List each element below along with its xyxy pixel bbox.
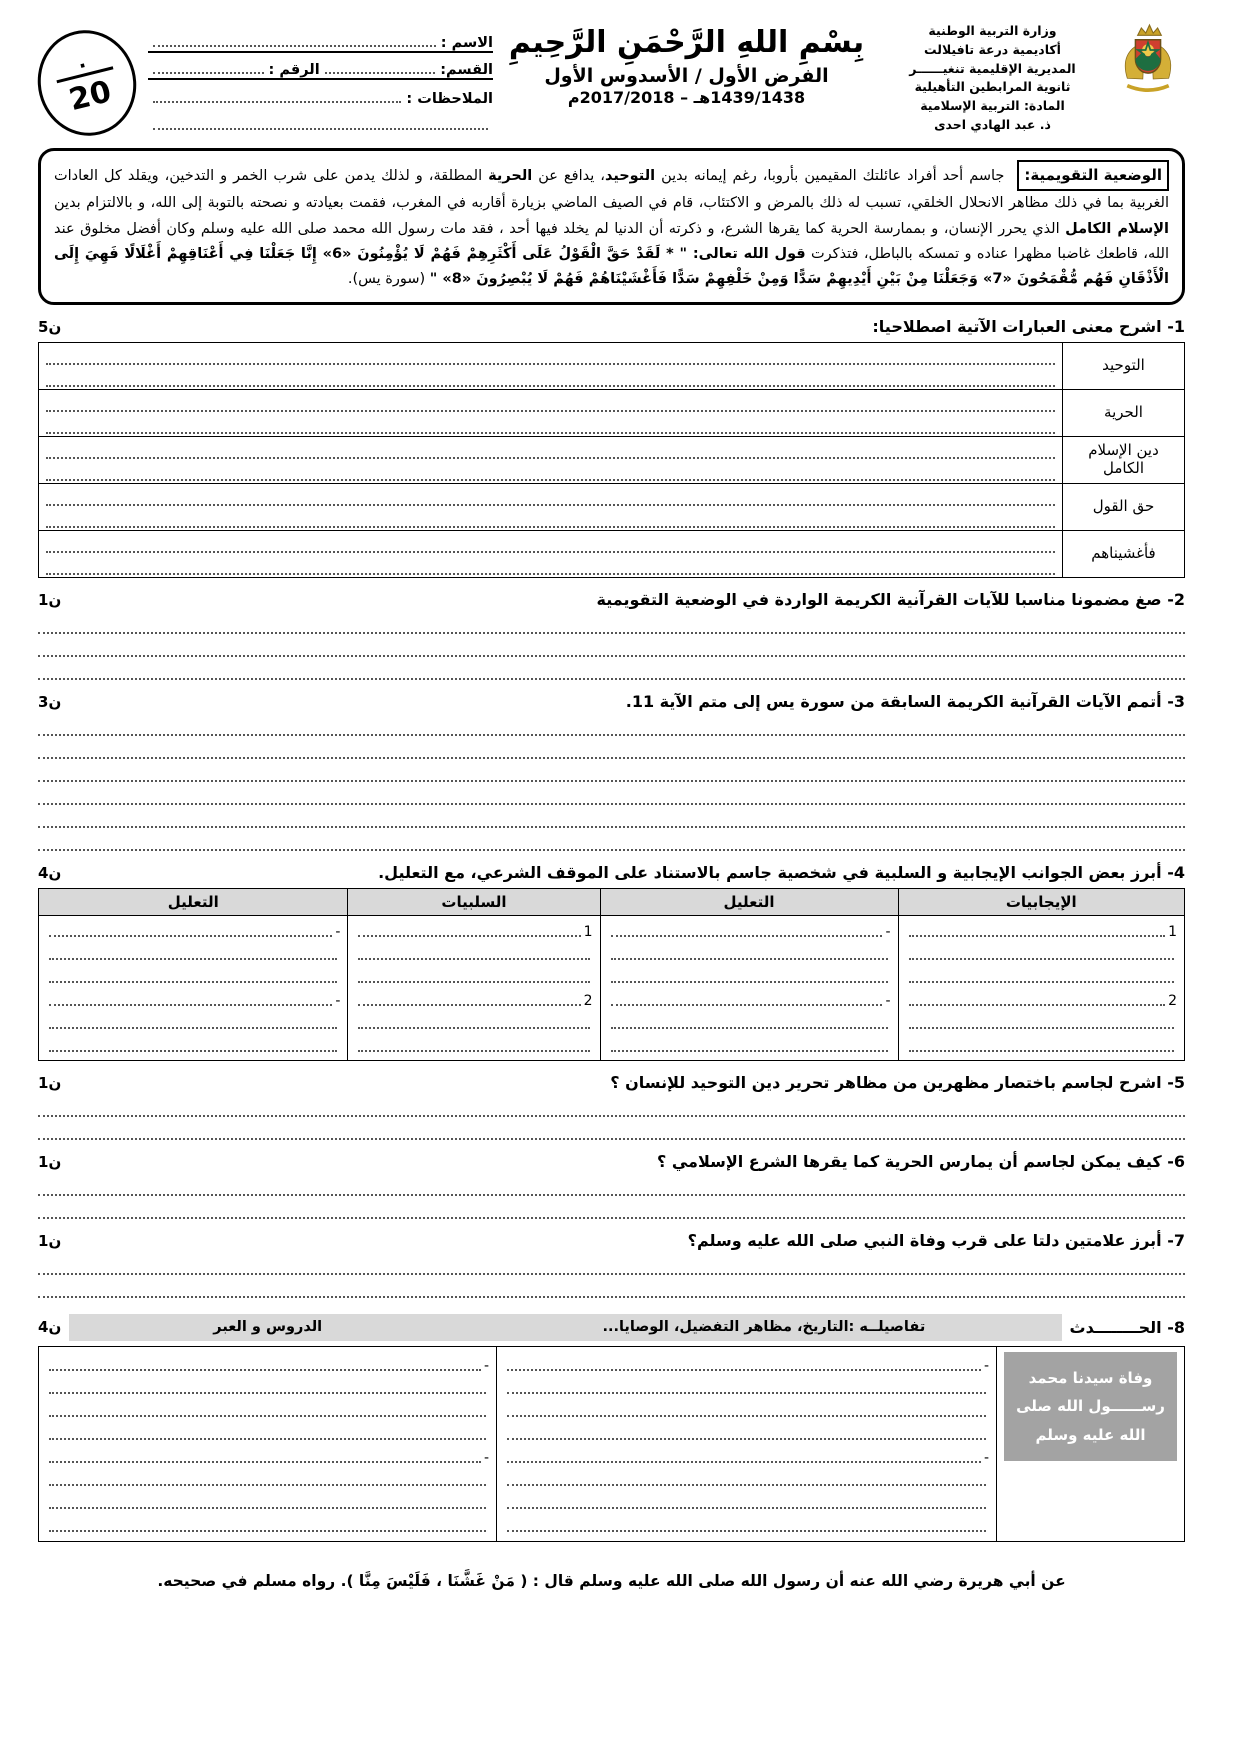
dotted-fill: [507, 1522, 986, 1532]
student-info-block: [148, 22, 493, 134]
answer-line: [504, 1490, 989, 1513]
name-write-line: [153, 37, 436, 47]
definitions-table: [38, 342, 1185, 578]
question-2-points: 1ن: [38, 590, 62, 609]
number-label: الرقم :: [268, 62, 320, 78]
dotted-fill: [611, 973, 888, 983]
answer-line: [46, 1375, 489, 1398]
answer-line: [46, 941, 340, 964]
ministry-line: أكاديمية درعة تافيلالت: [924, 41, 1061, 57]
line-marker: -: [983, 1449, 989, 1466]
dotted-fill: [49, 1522, 486, 1532]
text-segment: جاسم أحد أفراد عائلتك المقيمين بأروبا، رغم إيمانه بدين: [655, 168, 1005, 184]
dotted-fill: [611, 927, 883, 937]
answer-cell: [39, 530, 1063, 577]
dotted-fill: [611, 1019, 888, 1029]
question-4-points: 4ن: [38, 863, 62, 882]
answer-line: [504, 1375, 989, 1398]
answer-line: [46, 1421, 489, 1444]
answer-line: [504, 1421, 989, 1444]
term-cell: حق القول: [1063, 483, 1185, 530]
answer-line: [504, 1513, 989, 1536]
dotted-fill: [49, 1453, 481, 1463]
details-header: تفاصيلــه :التاريخ، مظاهر التفضيل، الوصايا...: [602, 1319, 926, 1336]
answer-cell: [39, 342, 1063, 389]
situation-paragraph: [54, 160, 1169, 293]
answer-line: [38, 736, 1185, 759]
answer-line: [38, 1252, 1185, 1275]
column-header-pros: الإيجابيات: [898, 888, 1185, 915]
dotted-fill: [49, 996, 332, 1006]
term-cell: الحرية: [1063, 389, 1185, 436]
dotted-fill: [49, 1476, 486, 1486]
number-write-line: [153, 64, 264, 74]
lessons-cell: [39, 1346, 497, 1541]
dotted-fill: [358, 927, 580, 937]
table-row: [39, 389, 1185, 436]
question-7-answer-lines: [38, 1252, 1185, 1298]
answer-line: [504, 1444, 989, 1467]
table-header-row: [39, 888, 1185, 915]
dotted-fill: [909, 1042, 1175, 1052]
answer-line: [46, 437, 1055, 459]
column-header-reason-1: التعليل: [600, 888, 898, 915]
ministry-line: ثانوية المرابطين التأهيلية: [914, 79, 1071, 95]
question-6-head: [38, 1152, 1185, 1171]
line-marker: 2: [1168, 992, 1177, 1009]
notes-write-line-2: [153, 120, 488, 130]
answer-line: [46, 1352, 489, 1375]
ministry-text: [880, 22, 1105, 135]
dotted-fill: [49, 1384, 486, 1394]
answer-line: [38, 713, 1185, 736]
notes-row: [148, 80, 493, 107]
answer-line: [504, 1352, 989, 1375]
answer-line: [504, 1467, 989, 1490]
answer-line: [46, 459, 1055, 481]
question-6-title: 6- كيف يمكن لجاسم أن يمارس الحرية كما يقرها الشرع الإسلامي ؟: [657, 1151, 1185, 1171]
text-segment: (سورة يس).: [347, 271, 430, 288]
dotted-fill: [611, 996, 883, 1006]
answer-line: [906, 941, 1178, 964]
question-1-title: 1- اشرح معنى العبارات الآتية اصطلاحيا:: [872, 316, 1185, 336]
dotted-fill: [507, 1476, 986, 1486]
question-5-points: 1ن: [38, 1073, 62, 1092]
answer-line: [355, 964, 592, 987]
situation-title: الوضعية التقويمية:: [1017, 160, 1169, 191]
question-8-header-bar: [69, 1314, 1061, 1341]
line-marker: -: [335, 992, 341, 1009]
text-segment: الإسلام الكامل: [1065, 220, 1169, 237]
answer-line: [46, 1467, 489, 1490]
answer-line: [504, 1398, 989, 1421]
term-cell: التوحيد: [1063, 342, 1185, 389]
answer-line: [906, 1010, 1178, 1033]
text-segment: التوحيد: [604, 168, 656, 184]
answer-line: [46, 918, 340, 941]
question-7-points: 1ن: [38, 1231, 62, 1250]
reason-2-cell: [39, 915, 348, 1060]
dotted-fill: [49, 1430, 486, 1440]
line-marker: -: [483, 1449, 489, 1466]
dotted-fill: [507, 1407, 986, 1417]
notes-write-line: [153, 93, 401, 103]
answer-line: [46, 1444, 489, 1467]
dotted-fill: [358, 1019, 589, 1029]
table-row: [39, 530, 1185, 577]
school-year: 1439/1438هـ – 2017/2018م: [567, 87, 806, 107]
line-marker: 1: [583, 923, 593, 940]
answer-line: [608, 987, 891, 1010]
dotted-fill: [49, 1361, 481, 1371]
question-5: [38, 1073, 1185, 1140]
pros-cell: [898, 915, 1185, 1060]
answer-line: [38, 634, 1185, 657]
text-segment: " * لَقَدْ حَقَّ الْقَوْلُ عَلَى أَكْثَرِهِمْ فَهُمْ لَا يُؤْمِنُونَ «6» إِنَّا جَعَلْنَا فِي أَعْنَاقِهِمْ أَغْلَالًا فَهِيَ إِلَى الْأَذْقَانِ فَهُم مُّقْمَحُونَ «7» وَجَعَلْنَا مِنْ بَيْنِ أَيْدِيهِمْ سَدًّا وَمِنْ خَلْفِهِمْ سَدًّا فَأَغْشَيْنَاهُمْ فَهُمْ لَا يُبْصِرُونَ «8» ": [54, 246, 1169, 288]
answer-line: [906, 964, 1178, 987]
text-segment: الذي يحرر الإنسان، و بممارسة الحرية كما يقرها الشرع، و ذكرته أن الدنيا لم يخلد فيها أحد ، فقد مات رسول الله محمد صلى الله عليه وسلم وكان أفضل مخلوق عند الله، قاطعك غاضبا مظهرا عناده و تمسكه بالباطل، فتذكرت: [54, 220, 1169, 262]
answer-line: [38, 611, 1185, 634]
answer-line: [38, 1117, 1185, 1140]
line-marker: -: [335, 923, 341, 940]
ministry-line: المادة: التربية الإسلامية: [920, 98, 1065, 113]
question-7-head: [38, 1231, 1185, 1250]
answer-line: [38, 1094, 1185, 1117]
dotted-fill: [49, 950, 337, 960]
answer-line: [608, 918, 891, 941]
line-marker: 1: [1168, 923, 1177, 940]
dotted-fill: [358, 1042, 589, 1052]
line-marker: -: [483, 1357, 489, 1374]
exam-title-block: [505, 22, 868, 107]
question-3-title: 3- أتمم الآيات القرآنية الكريمة السابقة من سورة يس إلى متم الآية 11.: [625, 691, 1185, 711]
answer-cell: [39, 483, 1063, 530]
answer-line: [38, 828, 1185, 851]
event-cell: [997, 1346, 1185, 1541]
question-2-title: 2- صغ مضمونا مناسبا للآيات القرآنية الكريمة الواردة في الوضعية التقويمية: [596, 589, 1185, 609]
answer-line: [46, 987, 340, 1010]
answer-lines: [504, 1352, 989, 1536]
answer-cell: [39, 389, 1063, 436]
dotted-fill: [909, 927, 1166, 937]
answer-line: [38, 1196, 1185, 1219]
answer-line: [46, 506, 1055, 528]
term-cell: دين الإسلام الكامل: [1063, 436, 1185, 483]
dotted-fill: [507, 1384, 986, 1394]
name-label: الاسم :: [440, 35, 493, 51]
ministry-line: وزارة التربية الوطنية: [928, 23, 1057, 38]
column-header-cons: السلبيات: [348, 888, 600, 915]
column-header-reason-2: التعليل: [39, 888, 348, 915]
answer-line: [355, 1010, 592, 1033]
question-4-head: [38, 863, 1185, 882]
answer-line: [46, 365, 1055, 387]
dotted-fill: [611, 1042, 888, 1052]
term-cell: فأغشيناهم: [1063, 530, 1185, 577]
answer-line: [46, 531, 1055, 553]
event-label: وفاة سيدنا محمد رســــــول الله صلى الله عليه وسلم: [1004, 1352, 1177, 1462]
question-5-head: [38, 1073, 1185, 1092]
question-5-title: 5- اشرح لجاسم باختصار مظهرين من مظاهر تحرير دين التوحيد للإنسان ؟: [610, 1072, 1185, 1092]
answer-line: [46, 343, 1055, 365]
table-row: [39, 1346, 1185, 1541]
dotted-fill: [49, 1407, 486, 1417]
dotted-fill: [49, 973, 337, 983]
notes-row-2: [148, 107, 493, 134]
question-6: [38, 1152, 1185, 1219]
answer-line: [38, 1275, 1185, 1298]
dotted-fill: [507, 1453, 981, 1463]
answer-line: [906, 1033, 1178, 1056]
answer-line: [46, 1513, 489, 1536]
answer-cell: [39, 436, 1063, 483]
text-segment: قول الله تعالى:: [692, 246, 806, 262]
answer-line: [608, 1033, 891, 1056]
answer-line: [46, 1010, 340, 1033]
answer-line: [355, 987, 592, 1010]
ministry-block: [880, 22, 1185, 135]
answer-line: [608, 941, 891, 964]
dotted-fill: [909, 1019, 1175, 1029]
event-table: [38, 1346, 1185, 1542]
dotted-fill: [507, 1361, 981, 1371]
text-segment: ، يدافع عن: [532, 168, 605, 184]
dotted-fill: [909, 950, 1175, 960]
table-row: [39, 436, 1185, 483]
question-2: [38, 590, 1185, 680]
pros-cons-table: [38, 888, 1185, 1061]
reason-1-cell: [600, 915, 898, 1060]
answer-line: [46, 1398, 489, 1421]
answer-line: [38, 805, 1185, 828]
answer-line: [46, 484, 1055, 506]
dotted-fill: [49, 927, 332, 937]
dotted-fill: [358, 996, 580, 1006]
answer-line: [46, 553, 1055, 575]
answer-lines: [46, 1352, 489, 1536]
answer-line: [38, 1173, 1185, 1196]
question-3: [38, 692, 1185, 851]
answer-line: [46, 412, 1055, 434]
exam-title: الفرض الأول / الأسدوس الأول: [544, 64, 829, 87]
dotted-fill: [909, 996, 1166, 1006]
ministry-line: المديرية الإقليمية تنغيــــــر: [909, 60, 1076, 76]
line-marker: -: [983, 1357, 989, 1374]
line-marker: -: [885, 992, 891, 1009]
question-5-answer-lines: [38, 1094, 1185, 1140]
situation-text: [54, 168, 1169, 287]
dotted-fill: [49, 1499, 486, 1509]
answer-line: [38, 657, 1185, 680]
lessons-header: الدروس و العبر: [213, 1319, 323, 1336]
text-segment: الحرية: [488, 168, 533, 184]
question-2-head: [38, 590, 1185, 609]
answer-line: [608, 964, 891, 987]
line-marker: 2: [583, 992, 593, 1009]
question-4: [38, 863, 1185, 1061]
answer-lines: [906, 918, 1178, 1056]
table-row: [39, 342, 1185, 389]
answer-line: [38, 782, 1185, 805]
question-1-points: 5ن: [38, 317, 62, 336]
question-8-points: 4ن: [38, 1318, 62, 1337]
question-4-title: 4- أبرز بعض الجوانب الإيجابية و السلبية في شخصية جاسم بالاستناد على الموقف الشرعي، مع التعليل.: [378, 862, 1185, 882]
page-header: [38, 22, 1185, 136]
answer-line: [46, 390, 1055, 412]
question-7-title: 7- أبرز علامتين دلتا على قرب وفاة النبي صلى الله عليه وسلم؟: [687, 1230, 1185, 1250]
class-number-row: [148, 53, 493, 80]
dotted-fill: [358, 973, 589, 983]
dotted-fill: [909, 973, 1175, 983]
answer-line: [46, 1033, 340, 1056]
answer-line: [46, 964, 340, 987]
dotted-fill: [358, 950, 589, 960]
answer-lines: [46, 918, 340, 1056]
question-1: [38, 317, 1185, 578]
answer-line: [38, 759, 1185, 782]
morocco-coat-of-arms-icon: [1111, 22, 1185, 102]
class-label: القسم:: [440, 62, 493, 78]
table-row: [39, 483, 1185, 530]
question-1-head: [38, 317, 1185, 336]
notes-label: الملاحظات :: [406, 91, 493, 107]
score-total: 20: [65, 73, 115, 118]
dotted-fill: [507, 1499, 986, 1509]
table-body-row: [39, 915, 1185, 1060]
question-6-answer-lines: [38, 1173, 1185, 1219]
answer-line: [608, 1010, 891, 1033]
answer-line: [355, 1033, 592, 1056]
question-8-head: [38, 1314, 1185, 1341]
ministry-line: ذ. عبد الهادي احدى: [934, 116, 1051, 132]
answer-line: [355, 918, 592, 941]
answer-line: [46, 1490, 489, 1513]
question-7: [38, 1231, 1185, 1298]
answer-line: [355, 941, 592, 964]
basmala-calligraphy: بِسْمِ اللهِ الرَّحْمَنِ الرَّحِيمِ: [508, 25, 865, 60]
cons-cell: [348, 915, 600, 1060]
situation-box: [38, 148, 1185, 305]
name-row: [148, 26, 493, 53]
dotted-fill: [507, 1430, 986, 1440]
details-cell: [497, 1346, 997, 1541]
dotted-fill: [49, 1019, 337, 1029]
score-box: [27, 20, 148, 147]
question-2-answer-lines: [38, 611, 1185, 680]
answer-line: [906, 918, 1178, 941]
answer-lines: [608, 918, 891, 1056]
line-marker: -: [885, 923, 891, 940]
hadith-footer: عن أبي هريرة رضي الله عنه أن رسول الله صلى الله عليه وسلم قال : ( مَنْ غَشَّنَا ، فَلَيْسَ مِنَّا ). رواه مسلم في صحيحه.: [157, 1571, 1066, 1590]
question-3-head: [38, 692, 1185, 711]
question-3-answer-lines: [38, 713, 1185, 851]
answer-line: [906, 987, 1178, 1010]
class-write-line: [325, 64, 436, 74]
dotted-fill: [611, 950, 888, 960]
text-segment: المطلقة، و لذلك يدمن على شرب الخمر و التدخين، ويقلد كل العادات الغربية بما في ذلك مظاهر الانحلال الخلقي، تسبب له ذلك بالمرض و الاكتئاب، قام في الصيف الماضي بزيارة أقاربه في المغرب، فقمت بعيادته و نصحته بالتوبة إلى الله، و بالالتزام بدين: [54, 168, 1169, 212]
answer-lines: [355, 918, 592, 1056]
dotted-fill: [49, 1042, 337, 1052]
question-6-points: 1ن: [38, 1152, 62, 1171]
question-3-points: 3ن: [38, 692, 62, 711]
score-value: .: [51, 46, 113, 82]
question-8: [38, 1314, 1185, 1542]
question-8-event-header: 8- الحــــــــدث: [1069, 1317, 1185, 1337]
